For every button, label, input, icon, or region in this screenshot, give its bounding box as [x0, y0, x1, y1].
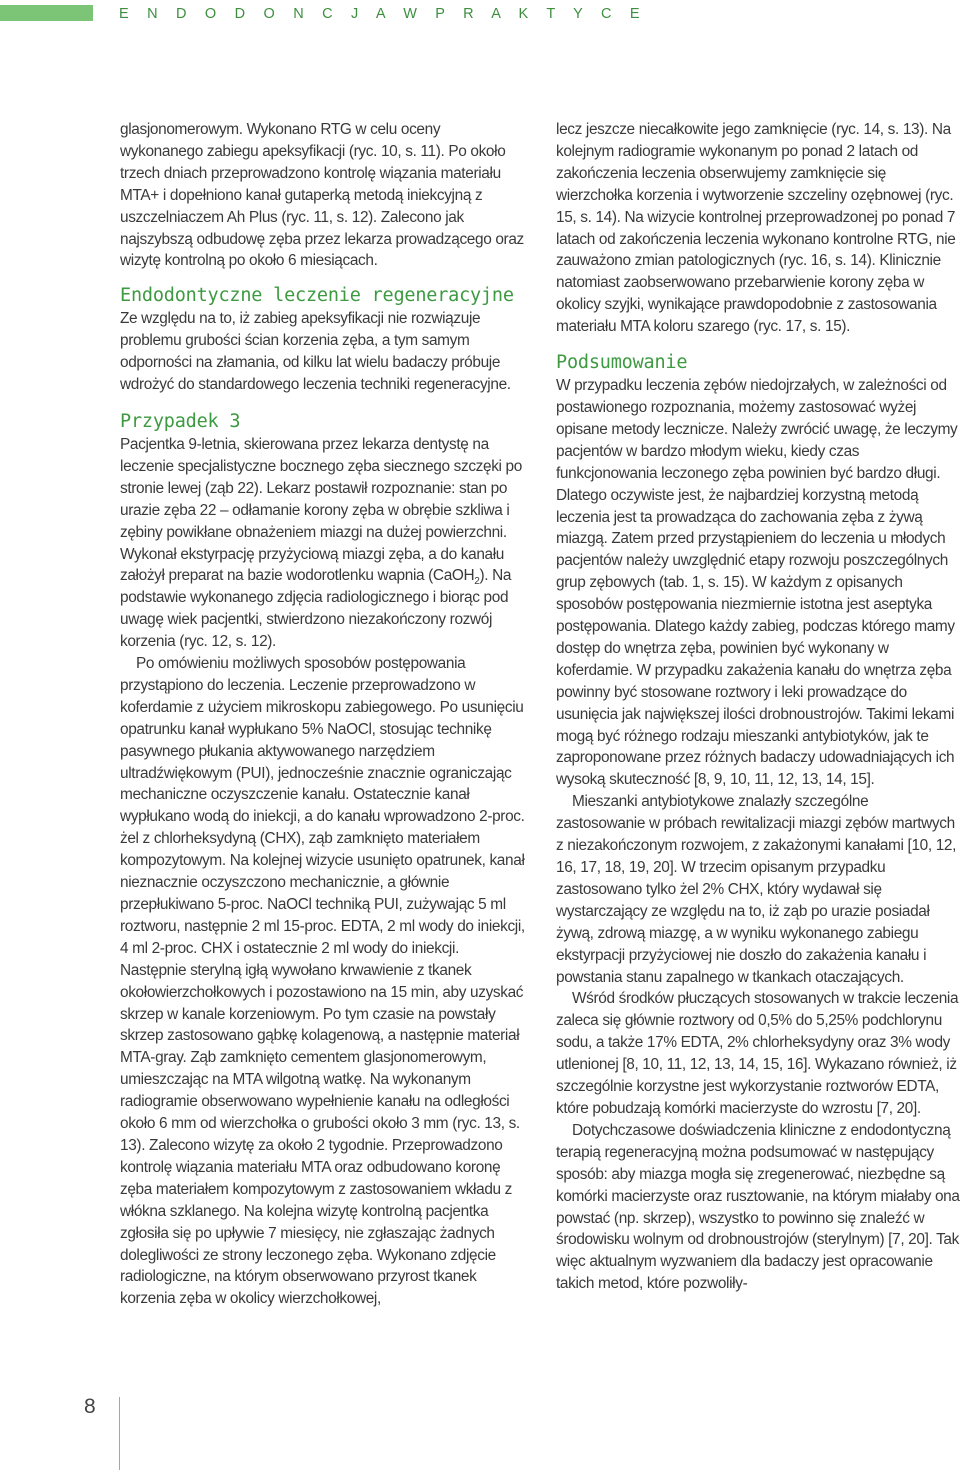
paragraph-regeneration: Ze względu na to, iż zabieg apeksyfikacji nie rozwiązuje problemu grubości ścian korzenia zęba, a tym samym odporności na złamania, od kilku lat wielu badaczy próbuje wdrożyć do standardowego leczenia techniki regeneracyjne. — [120, 310, 511, 394]
paragraph-summary-1: W przypadku leczenia zębów niedojrzałych, w zależności od postawionego rozpoznania, możemy zastosować wyżej opisane metody lecznicze. Należy zwrócić uwagę, że leczymy pacjentów w bardzo młodym wieku, kiedy czas funkcjonowania leczonego zęba powinien być bardzo długi. Dlatego oczywiste jest, że najbardziej korzystną metodą leczenia jest ta prowadząca do zachowania zęba z żywą miazgą. Zatem przed przystąpieniem do leczenia u młodych pacjentów należy uwzględnić etapy rozwoju poszczególnych grup zębowych (tab. 1, s. 15). W każdym z opisanych sposobów postępowania niezmiernie istotna jest aseptyka postępowania. Dlatego każdy zabieg, podczas którego mamy dostęp do wnętrza zęba, powinien być wykonany w koferdamie. W przypadku zakażenia kanału do wnętrza zęba powinny być stosowane roztwory i leki prowadzące do usunięcia jak największej ilości drobnoustrojów. Takimi lekami mogą być różnego rodzaju mieszanki antybiotyków, jak te zaproponowane przez różnych badaczy udowadniających ich wysoką skuteczność [8, 9, 10, 11, 12, 13, 14, 15]. — [556, 377, 958, 789]
paragraph-intro: glasjonomerowym. Wykonano RTG w celu oceny wykonanego zabiegu apeksyfikacji (ryc. 10, s. 11). Po około trzech dniach przeprowadzono kontrolę wiązania materiału MTA+ i dopełniono kanał gutaperką metodą iniekcyjną z uszczelniaczem Ah Plus (ryc. 11, s. 12). Zalecono jak najszybszą odbudowę zęba przez lekarza prowadzącego oraz wizytę kontrolną po około 6 miesiącach. — [120, 121, 524, 270]
paragraph-case-3-treatment: Po omówieniu możliwych sposobów postępowania przystąpiono do leczenia. Leczenie przeprowadzono w koferdamie z użyciem mikroskopu zabiegowego. Po usunięciu opatrunku kanał wypłukano 5% NaOCl, stosując technikę pasywnego płukania aktywowanego narzędziem ultradźwiękowym (PUI), jednocześnie znacznie ograniczając mechaniczne oczyszczenie kanału. Ostatecznie kanał wypłukano wodą do iniekcji, a do kanału wprowadzono 2-proc. żel z chlorheksydyną (CHX), ząb zamknięto materiałem kompozytowym. Na kolejnej wizycie usunięto opatrunek, kanał nieznacznie oczyszczono mechanicznie, a głównie przepłukiwano 5-proc. NaOCl techniką PUI, zużywając 5 ml roztworu, następnie 2 ml 15-proc. EDTA, 2 ml wody do iniekcji, 4 ml 2-proc. CHX i ostatecznie 2 ml wody do iniekcji. Następnie sterylną igłą wywołano krwawienie z tkanek okołowierzchołkowych i pozostawiono na 15 min, aby uzyskać skrzep w kanale korzeniowym. Po tym czasie na powstały skrzep zastosowano gąbkę kolagenową, a następnie materiał MTA-gray. Ząb zamknięto cementem glasjonomerowym, umieszczając na MTA wilgotną watkę. Na wykonanym radiogramie obserwowano wypełnienie kanału na odległości około 6 mm od wierzchołka o grubości około 3 mm (ryc. 13, s. 13). Zalecono wizytę za około 2 tygodnie. Przeprowadzono kontrolę wiązania materiału MTA oraz odbudowano koronę zęba materiałem kompozytowym z zastosowaniem wkładu z włókna szklanego. Na kolejna wizytę kontrolną pacjentka zgłosiła się po upływie 7 miesięcy, nie zgłaszając żadnych dolegliwości ze strony leczonego zęba. Wykonano zdjęcie radiologiczne, na którym obserwowano przyrost tkanek korzenia zęba w okolicy wierzchołkowej, — [120, 655, 525, 1308]
heading-summary: Podsumowanie — [556, 352, 688, 374]
page-header — [0, 0, 960, 30]
paragraph-case-3-outcome: lecz jeszcze niecałkowite jego zamknięcie (ryc. 14, s. 13). Na kolejnym radiogramie wykonanym po ponad 2 latach od zakończenia leczenia obserwujemy zamknięcie się wierzchołka korzenia i wytworzenie szczeliny ozębnowej (ryc. 15, s. 14). Na wizycie kontrolnej przeprowadzonej po ponad 7 latach od zakończenia leczenia wykonano kontrolne RTG, nie zauważono zmian patologicznych (ryc. 16, s. 14). Klinicznie natomiast zaobserwowano przebarwienie korony zęba w okolicy szyjki, wynikające prawdopodobnie z zastosowania materiału MTA koloru szarego (ryc. 17, s. 15). — [556, 121, 956, 336]
subscript-2: 2 — [474, 576, 480, 588]
paragraph-summary-2: Mieszanki antybiotykowe znalazły szczególne zastosowanie w próbach rewitalizacji miazgi zębów martwych z niezakończonym rozwojem, z zakażonymi kanałami [10, 12, 16, 17, 18, 19, 20]. W trzecim opisanym przypadku zastosowano tylko żel 2% CHX, który wydawał się wystarczający ze względu na to, iż ząb po urazie posiadał żywą, zdrową miazgę, a w wyniku wykonanego zabiegu ekstyrpacji przyżyciowej nie doszło do zakażenia kanału i powstania stanu zapalnego w tkankach otaczających. — [556, 793, 957, 986]
paragraph-case-3 — [120, 434, 526, 653]
left-column — [120, 119, 526, 1310]
footer-divider — [119, 1397, 120, 1470]
page-number: 8 — [84, 1395, 96, 1418]
case-3-text-part-1: Pacjentka 9-letnia, skierowana przez lekarza dentystę na leczenie specjalistyczne bocznego zęba siecznego szczęki po stronie lewej (ząb 22). Lekarz postawił rozpoznanie: stan po urazie zęba 22 – odłamanie korony zęba w obrębie szkliwa i zębiny powikłane obnażeniem miazgi na dużej powierzchni. Wykonał ekstyrpację przyżyciową miazgi zęba, a do kanału założył preparat na bazie wodorotlenku wapnia (CaOH — [120, 435, 522, 585]
paragraph-summary-3: Wśród środków płuczących stosowanych w trakcie leczenia zaleca się głównie roztwory od 0,5% do 5,25% podchlorynu sodu, a także 17% EDTA, 2% chlorheksydyny oraz 3% wody utlenionej [8, 10, 11, 12, 13, 14, 15, 16]. Wykazano również, iż szczególnie korzystne jest wykorzystanie roztworów EDTA, które pobudzają komórki macierzyste do wzrostu [7, 20]. — [556, 990, 959, 1117]
section-title: E N D O D O N C J A W P R A K T Y C E — [119, 6, 647, 22]
heading-case-3: Przypadek 3 — [120, 410, 241, 432]
header-accent-bar — [0, 5, 93, 21]
paragraph-summary-4: Dotychczasowe doświadczenia kliniczne z endodontyczną terapią regeneracyjną można podsumować w następujący sposób: aby miazga mogła się zregenerować, niezbędne są komórki macierzyste oraz rusztowanie, na którym miałaby ona powstać (np. skrzep), wszystko to powinno się znaleźć w środowisku wolnym od drobnoustrojów (sterylnym) [7, 20]. Tak więc aktualnym wyzwaniem dla badaczy jest opracowanie takich metod, które pozwoliły- — [556, 1121, 960, 1293]
right-column — [556, 119, 960, 1295]
heading-regeneration: Endodontyczne leczenie regeneracyjne — [120, 285, 514, 307]
case-3-text-part-2: ). Na podstawie wykonanego zdjęcia radiologicznego i biorąc pod uwagę wiek pacjentki, stwierdzono niezakończony rozwój korzenia (ryc. 12, s. 12). — [120, 567, 512, 651]
